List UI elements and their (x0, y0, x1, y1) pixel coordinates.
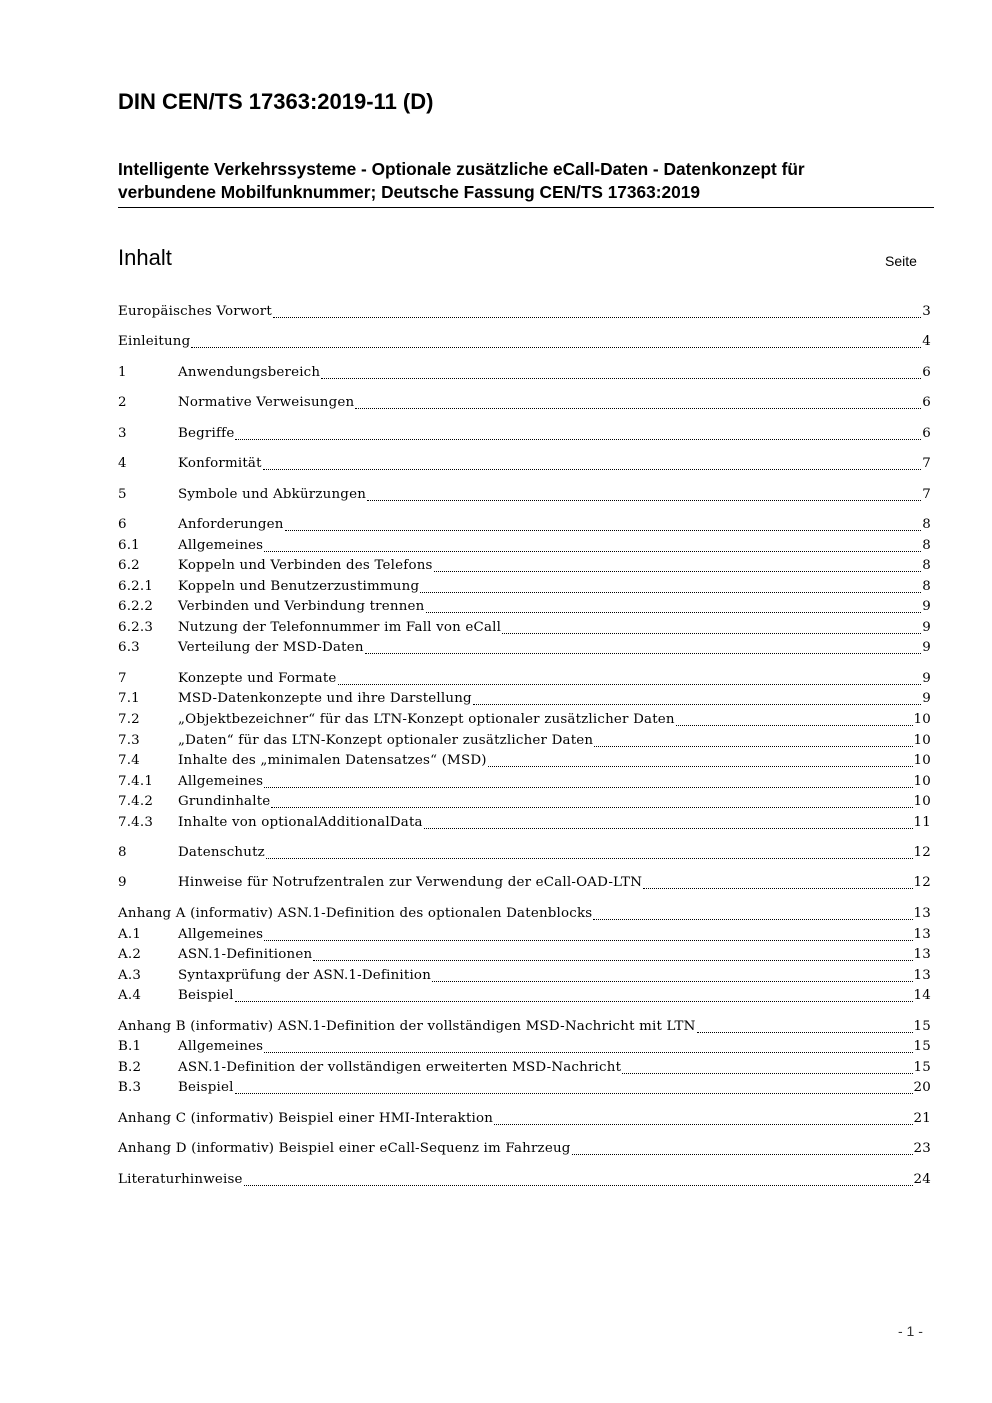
toc-entry[interactable] (118, 424, 931, 444)
toc-entry-label: Nutzung der Telefonnummer im Fall von eCall (178, 620, 502, 635)
toc-dot-leader (367, 499, 921, 501)
toc-entry[interactable] (118, 772, 931, 792)
toc-entry[interactable] (118, 669, 931, 689)
toc-dot-leader (244, 1184, 913, 1186)
toc-entry-page: 10 (913, 794, 931, 809)
toc-dot-leader (264, 786, 912, 788)
toc-heading: Inhalt (118, 245, 172, 270)
toc-entry-page: 20 (913, 1080, 931, 1095)
toc-entry-label: Anhang D (informativ) Beispiel einer eCall-Sequenz im Fahrzeug (118, 1141, 571, 1156)
toc-entry[interactable] (118, 966, 931, 986)
toc-entry[interactable] (118, 710, 931, 730)
toc-entry[interactable] (118, 1139, 931, 1159)
toc-entry[interactable] (118, 1078, 931, 1098)
toc-entry-page: 7 (922, 487, 931, 502)
toc-entry[interactable] (118, 638, 931, 658)
toc-page-label: Seite (885, 253, 917, 269)
toc-entry[interactable] (118, 689, 931, 709)
toc-entry-page: 15 (913, 1060, 931, 1075)
toc-entry[interactable] (118, 986, 931, 1006)
page-number: - 1 - (898, 1323, 923, 1339)
toc-entry[interactable] (118, 454, 931, 474)
toc-entry-label: Hinweise für Notrufzentralen zur Verwendung der eCall-OAD-LTN (178, 875, 643, 890)
toc-dot-leader (271, 806, 912, 808)
toc-dot-leader (263, 468, 922, 470)
toc-dot-leader (676, 724, 913, 726)
toc-entry-page: 13 (913, 927, 931, 942)
toc-entry-label: Literaturhinweise (118, 1172, 243, 1187)
toc-dot-leader (432, 980, 913, 982)
toc-entry-label: Inhalte von optionalAdditionalData (178, 815, 423, 830)
toc-dot-leader (697, 1031, 913, 1033)
toc-entry-number: 2 (118, 395, 127, 410)
toc-entry-page: 3 (922, 304, 931, 319)
toc-dot-leader (264, 550, 921, 552)
toc-entry-label: Verbinden und Verbindung trennen (178, 599, 425, 614)
toc-entry-label: Symbole und Abkürzungen (178, 487, 367, 502)
toc-entry-page: 9 (922, 671, 931, 686)
toc-entry-number: 9 (118, 875, 127, 890)
toc-dot-leader (572, 1153, 913, 1155)
toc-dot-leader (494, 1123, 912, 1125)
toc-entry-number: 3 (118, 426, 127, 441)
toc-entry-page: 10 (913, 712, 931, 727)
toc-entry-page: 15 (913, 1019, 931, 1034)
toc-entry-page: 9 (922, 599, 931, 614)
toc-entry-page: 13 (913, 947, 931, 962)
toc-entry[interactable] (118, 618, 931, 638)
toc-entry-label: Datenschutz (178, 845, 265, 860)
toc-entry-label: Inhalte des „minimalen Datensatzes“ (MSD) (178, 753, 487, 768)
toc-entry-page: 13 (913, 968, 931, 983)
toc-entry-label: Anhang A (informativ) ASN.1-Definition des optionalen Datenblocks (118, 906, 593, 921)
table-of-contents (118, 0, 931, 1403)
toc-dot-leader (235, 1092, 913, 1094)
toc-entry-label: Begriffe (178, 426, 235, 441)
toc-entry-number: 1 (118, 365, 127, 380)
toc-entry-label: „Objektbezeichner“ für das LTN-Konzept optionaler zusätzlicher Daten (178, 712, 675, 727)
toc-entry-page: 8 (922, 558, 931, 573)
toc-entry-page: 8 (922, 517, 931, 532)
toc-entry-page: 15 (913, 1039, 931, 1054)
toc-dot-leader (235, 438, 921, 440)
document-title: DIN CEN/TS 17363:2019-11 (D) (118, 89, 434, 114)
toc-dot-leader (285, 529, 922, 531)
toc-entry-number: 7.4.2 (118, 794, 154, 809)
toc-entry-page: 13 (913, 906, 931, 921)
toc-entry[interactable] (118, 1109, 931, 1129)
toc-entry[interactable] (118, 1037, 931, 1057)
toc-entry[interactable] (118, 302, 931, 322)
toc-entry-number: A.1 (118, 927, 142, 942)
toc-dot-leader (434, 570, 922, 572)
toc-entry[interactable] (118, 751, 931, 771)
toc-dot-leader (355, 407, 921, 409)
toc-entry-label: Koppeln und Benutzerzustimmung (178, 579, 420, 594)
toc-entry[interactable] (118, 577, 931, 597)
toc-entry-label: Konformität (178, 456, 262, 471)
toc-dot-leader (593, 918, 912, 920)
toc-entry-page: 10 (913, 753, 931, 768)
toc-entry-number: B.2 (118, 1060, 142, 1075)
toc-entry[interactable] (118, 393, 931, 413)
toc-entry-number: 7.4 (118, 753, 140, 768)
toc-entry[interactable] (118, 536, 931, 556)
toc-entry-label: Beispiel (178, 988, 234, 1003)
toc-entry-label: Anhang B (informativ) ASN.1-Definition der vollständigen MSD-Nachricht mit LTN (118, 1019, 696, 1034)
toc-entry-number: A.2 (118, 947, 142, 962)
toc-entry-label: Allgemeines (178, 774, 264, 789)
toc-entry-page: 8 (922, 579, 931, 594)
toc-entry-number: 4 (118, 456, 127, 471)
toc-entry[interactable] (118, 515, 931, 535)
toc-entry-number: 6.2 (118, 558, 140, 573)
toc-entry-number: B.3 (118, 1080, 142, 1095)
toc-entry-page: 7 (922, 456, 931, 471)
toc-dot-leader (424, 827, 913, 829)
subtitle-line-1: Intelligente Verkehrssysteme - Optionale zusätzliche eCall-Daten - Datenkonzept für (118, 159, 805, 179)
toc-entry[interactable] (118, 813, 931, 833)
toc-dot-leader (191, 346, 921, 348)
toc-entry-label: Syntaxprüfung der ASN.1-Definition (178, 968, 432, 983)
toc-entry-label: Allgemeines (178, 1039, 264, 1054)
toc-dot-leader (594, 745, 912, 747)
toc-dot-leader (264, 1051, 912, 1053)
toc-entry-label: Verteilung der MSD-Daten (178, 640, 364, 655)
toc-dot-leader (488, 765, 913, 767)
toc-entry-page: 10 (913, 733, 931, 748)
toc-entry-label: Koppeln und Verbinden des Telefons (178, 558, 433, 573)
toc-entry-page: 23 (913, 1141, 931, 1156)
toc-entry-number: 7.2 (118, 712, 140, 727)
toc-entry-label: Europäisches Vorwort (118, 304, 272, 319)
toc-entry-number: B.1 (118, 1039, 142, 1054)
toc-dot-leader (264, 939, 912, 941)
toc-entry-number: 6.2.1 (118, 579, 154, 594)
toc-entry-number: 8 (118, 845, 127, 860)
toc-entry[interactable] (118, 556, 931, 576)
toc-entry-number: A.4 (118, 988, 142, 1003)
toc-entry-page: 12 (913, 845, 931, 860)
toc-entry[interactable] (118, 945, 931, 965)
toc-entry[interactable] (118, 792, 931, 812)
toc-entry[interactable] (118, 363, 931, 383)
toc-entry[interactable] (118, 904, 931, 924)
toc-entry-label: Konzepte und Formate (178, 671, 337, 686)
toc-dot-leader (420, 591, 921, 593)
toc-entry-number: 6.2.3 (118, 620, 154, 635)
toc-entry-label: Einleitung (118, 334, 191, 349)
toc-entry-number: 5 (118, 487, 127, 502)
toc-entry-number: 6 (118, 517, 127, 532)
toc-entry-number: 7.4.3 (118, 815, 154, 830)
toc-entry[interactable] (118, 485, 931, 505)
toc-entry-number: A.3 (118, 968, 142, 983)
toc-entry-number: 7 (118, 671, 127, 686)
toc-dot-leader (473, 703, 921, 705)
toc-entry-page: 6 (922, 365, 931, 380)
toc-entry-page: 24 (913, 1172, 931, 1187)
toc-entry-page: 9 (922, 640, 931, 655)
toc-entry-page: 8 (922, 538, 931, 553)
toc-entry[interactable] (118, 597, 931, 617)
toc-entry-label: „Daten“ für das LTN-Konzept optionaler zusätzlicher Daten (178, 733, 594, 748)
toc-entry-label: Allgemeines (178, 927, 264, 942)
toc-dot-leader (426, 611, 922, 613)
toc-entry-label: ASN.1-Definition der vollständigen erweiterten MSD-Nachricht (178, 1060, 622, 1075)
toc-entry-page: 6 (922, 426, 931, 441)
toc-entry-label: ASN.1-Definitionen (178, 947, 313, 962)
toc-dot-leader (235, 1000, 913, 1002)
toc-entry[interactable] (118, 925, 931, 945)
toc-entry-number: 6.1 (118, 538, 140, 553)
toc-entry-label: MSD-Datenkonzepte und ihre Darstellung (178, 691, 472, 706)
toc-entry[interactable] (118, 332, 931, 352)
toc-dot-leader (273, 316, 921, 318)
toc-entry-page: 14 (913, 988, 931, 1003)
toc-dot-leader (502, 632, 921, 634)
toc-entry-number: 7.1 (118, 691, 140, 706)
toc-entry-label: Anhang C (informativ) Beispiel einer HMI-Interaktion (118, 1111, 494, 1126)
toc-dot-leader (622, 1072, 912, 1074)
toc-entry-page: 11 (913, 815, 931, 830)
toc-entry-label: Anwendungsbereich (178, 365, 321, 380)
toc-entry-label: Allgemeines (178, 538, 264, 553)
toc-entry-page: 6 (922, 395, 931, 410)
toc-entry-label: Normative Verweisungen (178, 395, 355, 410)
toc-entry-page: 10 (913, 774, 931, 789)
toc-entry-page: 4 (922, 334, 931, 349)
toc-dot-leader (643, 887, 912, 889)
toc-entry[interactable] (118, 1058, 931, 1078)
toc-entry[interactable] (118, 873, 931, 893)
toc-entry-page: 9 (922, 691, 931, 706)
toc-entry-label: Grundinhalte (178, 794, 271, 809)
toc-dot-leader (338, 683, 922, 685)
toc-dot-leader (365, 652, 922, 654)
toc-entry[interactable] (118, 843, 931, 863)
toc-entry[interactable] (118, 731, 931, 751)
toc-dot-leader (313, 959, 912, 961)
toc-entry[interactable] (118, 1170, 931, 1190)
toc-entry-number: 6.2.2 (118, 599, 154, 614)
toc-entry[interactable] (118, 1017, 931, 1037)
toc-dot-leader (321, 377, 921, 379)
toc-entry-number: 7.3 (118, 733, 140, 748)
toc-entry-page: 21 (913, 1111, 931, 1126)
toc-entry-number: 7.4.1 (118, 774, 154, 789)
toc-entry-label: Beispiel (178, 1080, 234, 1095)
toc-entry-page: 9 (922, 620, 931, 635)
toc-entry-label: Anforderungen (178, 517, 284, 532)
subtitle-line-2: verbundene Mobilfunknummer; Deutsche Fassung CEN/TS 17363:2019 (118, 182, 700, 202)
toc-entry-page: 12 (913, 875, 931, 890)
toc-dot-leader (266, 857, 913, 859)
toc-entry-number: 6.3 (118, 640, 140, 655)
